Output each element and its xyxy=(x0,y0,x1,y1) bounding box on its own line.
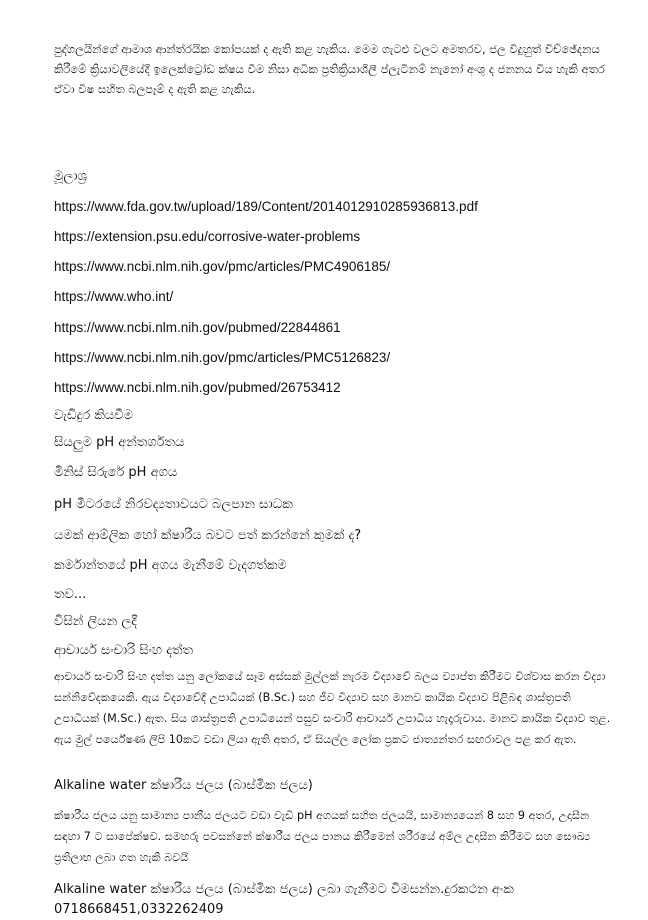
source-link[interactable]: https://www.who.int/ xyxy=(54,289,174,304)
author-bio: ආචාර්ය සංචාරි සිංහ දත්ත යනු ලෝකයේ සෑම අස්සක් මුල්ලක් නැරම විද්‍යාවේ බලය ව්‍යාප්ත කිරීමට විශ්වාස කරන විද්‍යා සන්නිවේදකයෙකි. ඇය විද්‍යාවේදී උපාධියක් (B.Sc.) සහ ජීව විද්‍යාව සහ මානව කායික විද්‍යාව පිළිබඳ ශාස්ත්‍රපති උපාධියක් (M.Sc.) ඇත. සිය ශාස්ත්‍රපති උපාධියෙන් පසුව සංචාරි ආචාර්ය උපාධිය හැදෑරුවාය. මානව කායික විද්‍යාව තුළ. ඇය මුල් පර්යේෂණ ලිපි 10කට වඩා ලියා ඇති අතර, ඒ සියල්ල ලෝක ප්‍රකට ජාත්‍යන්තර සඟරාවල පළ කර ඇත. xyxy=(54,670,611,746)
alkaline-paragraph: ක්ෂාරීය ජලය යනු සාමාන්‍ය පානීය ජලයට වඩා වැඩි pH අගයක් සහිත ජලයයි, සාමාන්‍යයෙන් 8 සහ 9 අතර, උදාසීන සඳහා 7 ට සාපේක්ෂව. සමහරු පවසන්නේ ක්ෂාරීය ජලය පානය කිරීමෙන් ශරීරයේ අම්ල උදාසීන කිරීමට සහ සෞඛ්‍ය ප්‍රතිලාභ ලබා ගත හැකි බවයි xyxy=(54,809,591,864)
written-by-label: විසින් ලියන ලදී xyxy=(54,614,138,629)
contact-text: Alkaline water ක්ෂාරීය ජලය (බාස්මික ජලය) ලබා ගැනීමට විමසන්න.දුරකථන අංක 0718668451,0332262409 xyxy=(54,882,514,917)
intro-paragraph: පුද්ගලයින්ගේ ආමාශ ආන්ත්රයික කෝපයක් ද ඇති කළ හැකිය. මෙම ගැටළු වලට අමතරව, ජල විදුහුත් විච්ඡේදනය කිරීමේ ක්‍රියාවලියේදී ඉලෙක්ට්‍රෝඩ ක්ෂය වීම නිසා අධික ප්‍රතික්‍රියාශීලී ප්ලැටිනම් නැනෝ අංශු ද ජනනය විය හැකි අතර ඒවා විෂ සහිත බලපෑම් ද ඇති කළ හැකිය. xyxy=(54,42,605,96)
source-link[interactable]: https://www.fda.gov.tw/upload/189/Content/2014012910285936813.pdf xyxy=(54,199,478,214)
more-reading-link[interactable]: යමක් ආම්ලික හෝ ක්ෂාරීය බවට පත් කරන්නේ කුමක් ද? xyxy=(54,528,362,543)
more-reading-link[interactable]: pH මීටරයේ නිරවද්‍යතාවයට බලපාන සාධක xyxy=(54,497,293,512)
source-link[interactable]: https://www.ncbi.nlm.nih.gov/pmc/articles/PMC5126823/ xyxy=(54,350,391,365)
alkaline-heading: Alkaline water ක්ෂාරීය ජලය (බාස්මික ජලය) xyxy=(54,778,313,793)
more-link[interactable]: තව... xyxy=(54,587,87,602)
more-reading-link[interactable]: කර්මාන්තයේ pH අගය මැනීමේ වැදගත්කම xyxy=(54,558,287,573)
source-link[interactable]: https://www.ncbi.nlm.nih.gov/pubmed/22844861 xyxy=(54,320,341,335)
source-link[interactable]: https://www.ncbi.nlm.nih.gov/pmc/articles/PMC4906185/ xyxy=(54,259,391,274)
more-reading-heading: වැඩිදුර කියවීම xyxy=(54,408,133,423)
source-link[interactable]: https://www.ncbi.nlm.nih.gov/pubmed/26753412 xyxy=(54,380,341,395)
source-link[interactable]: https://extension.psu.edu/corrosive-water-problems xyxy=(54,229,361,244)
author-name: ආචාර්ය සංචාරි සිංහ දත්ත xyxy=(54,643,194,658)
more-reading-link[interactable]: සියලුම pH අන්තර්ගතය xyxy=(54,435,185,450)
more-reading-link[interactable]: මිනිස් සිරුරේ pH අගය xyxy=(54,465,178,480)
sources-heading: මූලාශ්‍ර xyxy=(54,169,87,184)
